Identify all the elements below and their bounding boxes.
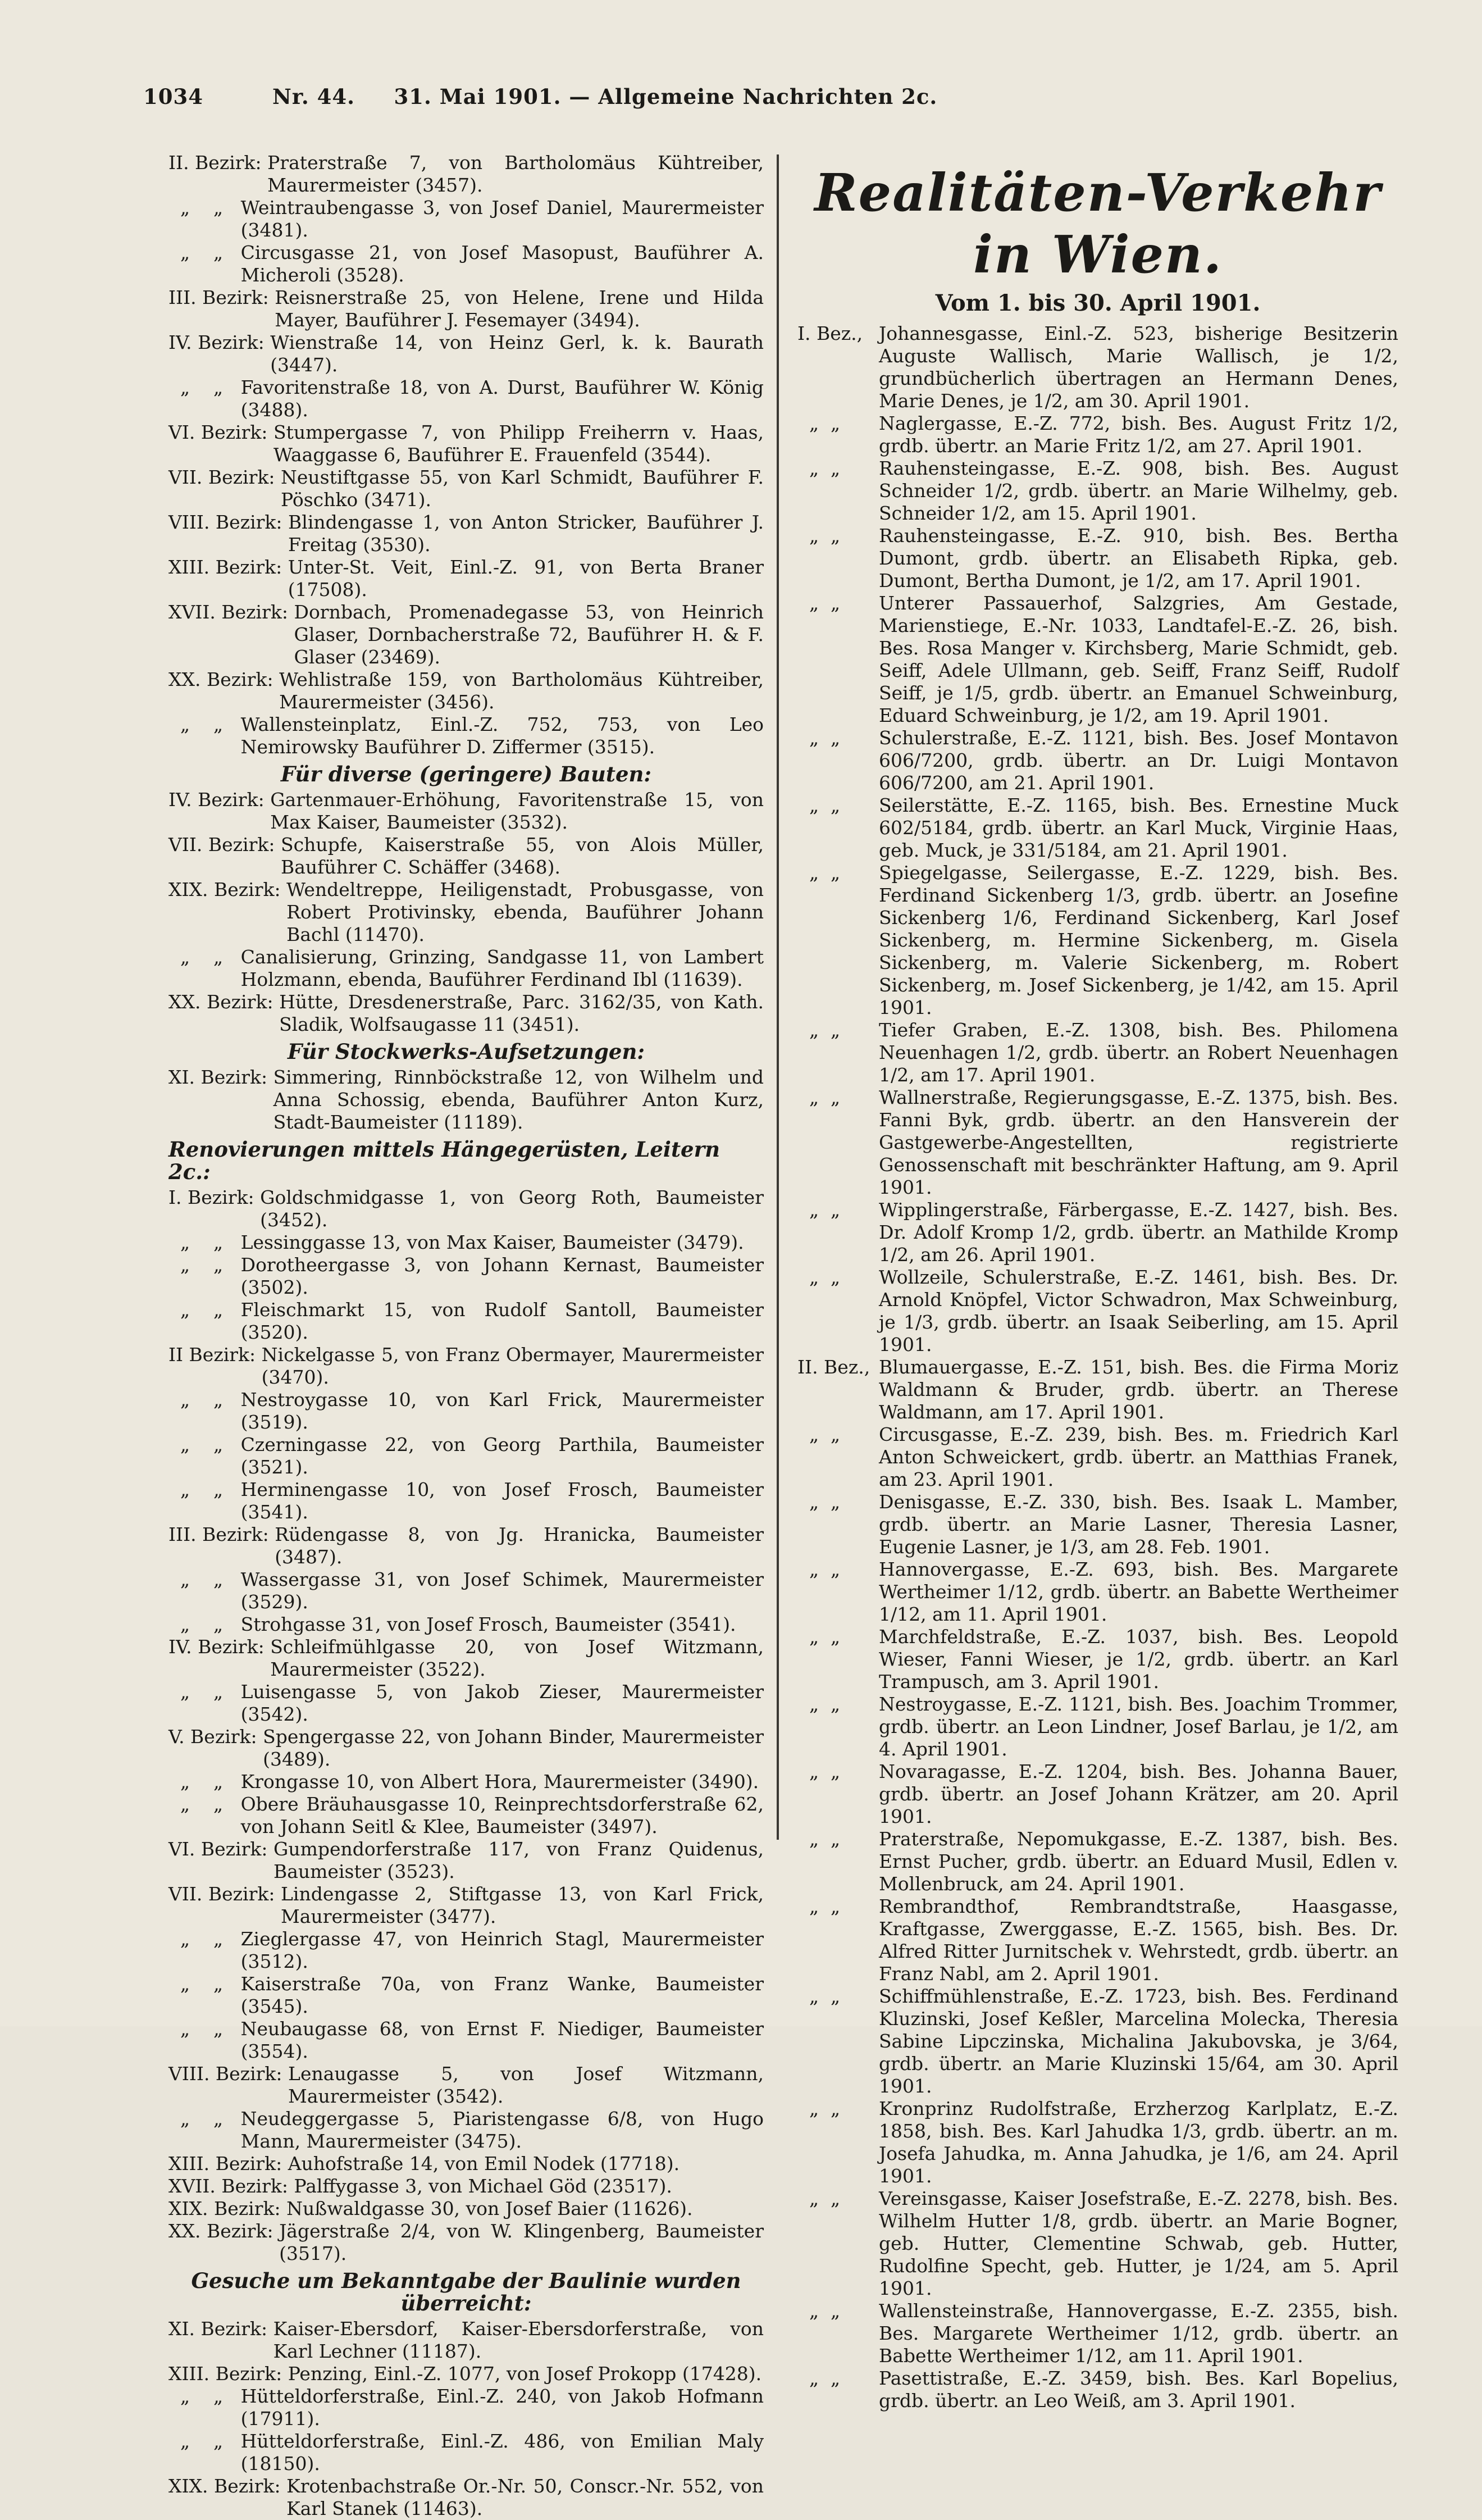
list-item [168, 1299, 764, 1344]
header-issue-line [272, 84, 1392, 109]
entry-text: Strohgasse 31, von Josef Frosch, Baumeister (3541). [240, 1613, 736, 1635]
list-item [797, 322, 1398, 412]
list-item [168, 1186, 764, 1231]
district-label: „ „ [168, 1299, 241, 1321]
list-item [797, 1423, 1398, 1491]
list-item [797, 1019, 1398, 1086]
section-heading-stockwerk: Für Stockwerks-Aufsetzungen: [287, 1039, 645, 1064]
entry-text: Kronprinz Rudolfstraße, Erzherzog Karlplatz, E.-Z. 1858, bish. Bes. Karl Jahudka 1/3, grdb. übertr. an m. Josefa Jahudka, m. Anna Jahudka, je 1/6, am 24. April 1901. [879, 2098, 1398, 2187]
list-item [168, 1883, 764, 1928]
entry-text: Nußwaldgasse 30, von Josef Baier (11626). [286, 2198, 693, 2219]
district-label: II Bezirk: [168, 1344, 262, 1366]
district-label: „ „ [168, 1568, 241, 1590]
district-label: XX. Bezirk: [168, 2220, 280, 2242]
entry-text: Lessinggasse 13, von Max Kaiser, Baumeister (3479). [240, 1231, 744, 1253]
list-item [168, 668, 764, 713]
list-item [797, 2300, 1398, 2367]
entry-text: Johannesgasse, Einl.-Z. 523, bisherige Besitzerin Auguste Wallisch, Marie Wallisch, je 1/2, grundbücherlich übertragen an Hermann Denes, Marie Denes, je 1/2, am 30. April 1901. [879, 322, 1398, 412]
district-label: „ „ [797, 592, 852, 614]
entry-text: Penzing, Einl.-Z. 1077, von Josef Prokopp (17428). [288, 2363, 762, 2385]
list-item [168, 789, 764, 834]
district-label: „ „ [168, 242, 241, 263]
entry-text: Blumauergasse, E.-Z. 151, bish. Bes. die Firma Moriz Waldmann & Bruder, grdb. übertr. an Therese Waldmann, am 17. April 1901. [879, 1356, 1398, 1423]
list-item [168, 1066, 764, 1134]
entry-text: Wendeltreppe, Heiligenstadt, Probusgasse, von Robert Protivinsky, ebenda, Bauführer Johann Bachl (11470). [286, 879, 764, 945]
district-label: IV. Bezirk: [168, 331, 271, 353]
district-label: „ „ [797, 525, 852, 547]
entry-text: Favoritenstraße 18, von A. Durst, Bauführer W. König (3488). [240, 376, 764, 421]
district-label: „ „ [168, 946, 241, 968]
list-item [168, 1434, 764, 1479]
entry-text: Unterer Passauerhof, Salzgries, Am Gestade, Marienstiege, E.-Nr. 1033, Landtafel-E.-Z. 26, bish. Bes. Rosa Manger v. Kirchsberg, Marie Schmidt, geb. Seiff, Adele Ullmann, geb. Seiff, Franz Seiff, Rudolf Seiff, je 1/5, grdb. übertr. an Emanuel Schweinburg, Eduard Schweinburg, je 1/2, am 19. April 1901. [879, 592, 1398, 726]
district-label: I. Bez., [797, 322, 869, 344]
entry-text: Praterstraße, Nepomukgasse, E.-Z. 1387, bish. Bes. Ernst Pucher, grdb. übertr. an Eduard Musil, Edlen v. Mollenbruck, am 24. April 1901. [879, 1828, 1398, 1895]
district-label: II. Bezirk: [168, 152, 268, 174]
renovations-list [168, 1186, 764, 2265]
district-label: „ „ [168, 1434, 241, 1455]
entry-text: Rüdengasse 8, von Jg. Hranicka, Baumeister (3487). [275, 1523, 764, 1568]
storey-additions-list [168, 1066, 764, 1134]
section-title-realitaeten: Realitäten-Verkehr in Wien. [814, 162, 1381, 285]
list-item [168, 2475, 764, 2520]
entry-text: Seilerstätte, E.-Z. 1165, bish. Bes. Ernestine Muck 602/5184, grdb. übertr. an Karl Muck, Virginie Haas, geb. Muck, je 331/5184, am 21. April 1901. [879, 794, 1398, 861]
entry-text: Nickelgasse 5, von Franz Obermayer, Maurermeister (3470). [261, 1344, 764, 1388]
district-label: „ „ [168, 713, 241, 735]
entry-text: Wollzeile, Schulerstraße, E.-Z. 1461, bish. Bes. Dr. Arnold Knöpfel, Victor Schwadron, Max Schweinburg, je 1/3, grdb. übertr. an Isaak Seiberling, am 15. April 1901. [879, 1266, 1398, 1355]
district-label: „ „ [797, 1626, 852, 1648]
list-item [797, 2187, 1398, 2300]
entry-text: Schulerstraße, E.-Z. 1121, bish. Bes. Josef Montavon 606/7200, grdb. übertr. an Dr. Luigi Montavon 606/7200, am 21. April 1901. [879, 727, 1398, 794]
entry-text: Pasettistraße, E.-Z. 3459, bish. Bes. Karl Bopelius, grdb. übertr. an Leo Weiß, am 3. April 1901. [879, 2367, 1398, 2412]
district-label: VII. Bezirk: [168, 834, 281, 856]
district-label: „ „ [797, 2367, 852, 2389]
entry-text: Weintraubengasse 3, von Josef Daniel, Maurermeister (3481). [240, 197, 764, 241]
district-label: XIX. Bezirk: [168, 2198, 287, 2219]
district-label: „ „ [168, 376, 241, 398]
district-label: VI. Bezirk: [168, 421, 273, 443]
district-label: III. Bezirk: [168, 286, 275, 308]
list-item [168, 1973, 764, 2018]
entry-text: Goldschmidgasse 1, von Georg Roth, Baumeister (3452). [260, 1186, 764, 1231]
list-item [168, 1928, 764, 1973]
district-label: VII. Bezirk: [168, 466, 281, 488]
entry-text: Nestroygasse 10, von Karl Frick, Maurermeister (3519). [240, 1389, 764, 1433]
district-label: „ „ [797, 794, 852, 816]
district-label: „ „ [797, 1985, 852, 2007]
entry-text: Jägerstraße 2/4, von W. Klingenberg, Baumeister (3517). [279, 2220, 764, 2264]
entry-text: Czerningasse 22, von Georg Parthila, Baumeister (3521). [240, 1434, 764, 1478]
entry-text: Dorotheergasse 3, von Johann Kernast, Baumeister (3502). [240, 1254, 764, 1298]
entry-text: Rauhensteingasse, E.-Z. 908, bish. Bes. August Schneider 1/2, grdb. übertr. an Marie Wilhelmy, geb. Schneider 1/2, am 15. April 1901. [879, 457, 1398, 524]
entry-text: Reisnerstraße 25, von Helene, Irene und Hilda Mayer, Bauführer J. Fesemayer (3494). [275, 286, 764, 331]
entry-text: Hütteldorferstraße, Einl.-Z. 240, von Jakob Hofmann (17911). [240, 2385, 764, 2430]
district-label: „ „ [797, 2187, 852, 2209]
entry-text: Kaiserstraße 70a, von Franz Wanke, Baumeister (3545). [240, 1973, 764, 2017]
entry-text: Zieglergasse 47, von Heinrich Stagl, Maurermeister (3512). [240, 1928, 764, 1972]
district-label: VI. Bezirk: [168, 1838, 273, 1860]
entry-text: Hütteldorferstraße, Einl.-Z. 486, von Emilian Maly (18150). [240, 2430, 764, 2474]
district-label: V. Bezirk: [168, 1726, 263, 1748]
district-label: „ „ [797, 1266, 852, 1288]
list-item [168, 601, 764, 668]
district-label: „ „ [797, 1828, 852, 1850]
list-item [168, 1636, 764, 1681]
entry-text: Hannovergasse, E.-Z. 693, bish. Bes. Margarete Wertheimer 1/12, grdb. übertr. an Babette Wertheimer 1/12, am 11. April 1901. [879, 1558, 1398, 1625]
district-label: „ „ [168, 2108, 241, 2130]
entry-text: Krotenbachstraße Or.-Nr. 50, Conscr.-Nr. 552, von Karl Stanek (11463). [286, 2475, 764, 2519]
entry-text: Schleifmühlgasse 20, von Josef Witzmann, Maurermeister (3522). [270, 1636, 764, 1680]
district-label: „ „ [797, 1895, 852, 1917]
entry-text: Hütte, Dresdenerstraße, Parc. 3162/35, von Kath. Sladik, Wolfsaugasse 11 (3451). [279, 991, 764, 1035]
entry-text: Neubaugasse 68, von Ernst F. Niediger, Baumeister (3554). [240, 2018, 764, 2062]
list-item [168, 152, 764, 197]
entry-text: Rembrandthof, Rembrandtstraße, Haasgasse, Kraftgasse, Zwerggasse, E.-Z. 1565, bish. Bes. Dr. Alfred Ritter Jurnitschek v. Wehrstedt, grdb. übertr. an Franz Nabl, am 2. April 1901. [879, 1895, 1398, 1985]
entry-text: Obere Bräuhausgasse 10, Reinprechtsdorferstraße 62, von Johann Seitl & Klee, Baumeister (3497). [240, 1793, 764, 1837]
header-date-title: 31. Mai 1901. — Allgemeine Nachrichten 2c. [394, 84, 938, 109]
district-label: „ „ [168, 1771, 241, 1793]
district-label: „ „ [797, 1199, 852, 1221]
list-item [797, 1895, 1398, 1985]
list-item [797, 794, 1398, 862]
list-item [168, 286, 764, 331]
list-item [168, 2175, 764, 2198]
list-item [797, 2098, 1398, 2187]
list-item [797, 1626, 1398, 1693]
district-label: „ „ [168, 1681, 241, 1703]
entry-text: Wehlistraße 159, von Bartholomäus Kühtreiber, Maurermeister (3456). [279, 668, 764, 713]
list-item [797, 727, 1398, 794]
entry-text: Auhofstraße 14, von Emil Nodek (17718). [288, 2153, 680, 2175]
list-item [168, 1523, 764, 1568]
district-label: XIII. Bezirk: [168, 556, 288, 578]
district-label: „ „ [797, 412, 852, 434]
page-number: 1034 [143, 84, 203, 109]
district-label: „ „ [168, 1613, 241, 1635]
list-item [168, 1793, 764, 1838]
list-item [168, 1389, 764, 1434]
list-item [797, 1356, 1398, 1423]
list-item [168, 879, 764, 946]
list-item [168, 2430, 764, 2475]
district-label: „ „ [797, 1693, 852, 1715]
list-item [168, 421, 764, 466]
district-label: XIII. Bezirk: [168, 2153, 288, 2175]
list-item [168, 2363, 764, 2385]
list-item [168, 991, 764, 1036]
page-header [143, 84, 1392, 109]
list-item [168, 556, 764, 601]
building-permits-list [168, 152, 764, 758]
district-label: „ „ [797, 2098, 852, 2119]
district-label: XI. Bezirk: [168, 1066, 273, 1088]
district-label: VII. Bezirk: [168, 1883, 281, 1905]
district-label: XIII. Bezirk: [168, 2363, 288, 2385]
entry-text: Schupfe, Kaiserstraße 55, von Alois Müller, Bauführer C. Schäffer (3468). [280, 834, 764, 878]
entry-text: Neudeggergasse 5, Piaristengasse 6/8, von Hugo Mann, Maurermeister (3475). [240, 2108, 764, 2152]
district-label: VIII. Bezirk: [168, 2063, 289, 2085]
entry-text: Fleischmarkt 15, von Rudolf Santoll, Baumeister (3520). [240, 1299, 764, 1343]
district-label: „ „ [168, 1389, 241, 1411]
district-label: „ „ [797, 457, 852, 479]
list-item [168, 2153, 764, 2175]
district-label: III. Bezirk: [168, 1523, 275, 1545]
right-column [797, 152, 1398, 2412]
building-line-requests-list [168, 2318, 764, 2520]
list-item [168, 2018, 764, 2063]
list-item [797, 862, 1398, 1019]
list-item [168, 331, 764, 376]
entry-text: Spengergasse 22, von Johann Binder, Maurermeister (3489). [263, 1726, 764, 1770]
district-label: „ „ [797, 1423, 852, 1445]
entry-text: Neustiftgasse 55, von Karl Schmidt, Bauführer F. Pöschko (3471). [280, 466, 764, 511]
list-item [168, 946, 764, 991]
entry-text: Blindengasse 1, von Anton Stricker, Bauführer J. Freitag (3530). [288, 511, 764, 556]
issue-number: Nr. 44. [272, 84, 355, 109]
left-column [168, 152, 764, 2520]
entry-text: Schiffmühlenstraße, E.-Z. 1723, bish. Bes. Ferdinand Kluzinski, Josef Keßler, Marcelina Molecka, Theresia Sabine Lipczinska, Michalina Jakubovska, je 3/64, grdb. übertr. an Marie Kluzinski 15/64, am 30. April 1901. [879, 1985, 1398, 2097]
list-item [797, 457, 1398, 525]
district-label: „ „ [797, 1491, 852, 1513]
entry-text: Novaragasse, E.-Z. 1204, bish. Bes. Johanna Bauer, grdb. übertr. an Josef Johann Krätzer, am 20. April 1901. [879, 1761, 1398, 1827]
entry-text: Stumpergasse 7, von Philipp Freiherrn v. Haas, Waaggasse 6, Bauführer E. Frauenfeld (3544). [273, 421, 764, 466]
list-item [168, 242, 764, 286]
list-item [168, 466, 764, 511]
district-label: XX. Bezirk: [168, 991, 280, 1013]
diverse-buildings-list [168, 789, 764, 1036]
list-item [797, 2367, 1398, 2412]
district-label: „ „ [168, 1254, 241, 1276]
entry-text: Nestroygasse, E.-Z. 1121, bish. Bes. Joachim Trommer, grdb. übertr. an Leon Lindner, Josef Barlau, je 1/2, am 4. April 1901. [879, 1693, 1398, 1760]
list-item [168, 1613, 764, 1636]
list-item [797, 1828, 1398, 1895]
list-item [797, 592, 1398, 727]
district-label: „ „ [168, 1479, 241, 1500]
list-item [797, 1558, 1398, 1626]
entry-text: Praterstraße 7, von Bartholomäus Kühtreiber, Maurermeister (3457). [267, 152, 764, 196]
entry-text: Wallensteinstraße, Hannovergasse, E.-Z. 2355, bish. Bes. Margarete Wertheimer 1/12, grdb. übertr. an Babette Wertheimer 1/12, am 11. April 1901. [879, 2300, 1398, 2367]
district-label: XVII. Bezirk: [168, 2175, 294, 2197]
entry-text: Wienstraße 14, von Heinz Gerl, k. k. Baurath (3447). [270, 331, 764, 376]
column-divider [777, 154, 779, 1840]
section-heading-diverse: Für diverse (geringere) Bauten: [280, 762, 652, 786]
list-item [168, 1344, 764, 1389]
entry-text: Luisengasse 5, von Jakob Zieser, Maurermeister (3542). [240, 1681, 764, 1725]
list-item [797, 1985, 1398, 2098]
list-item [168, 1726, 764, 1771]
list-item [168, 1231, 764, 1254]
entry-text: Unter-St. Veit, Einl.-Z. 91, von Berta Braner (17508). [288, 556, 764, 601]
list-item [168, 1771, 764, 1793]
entry-text: Circusgasse 21, von Josef Masopust, Bauführer A. Micheroli (3528). [240, 242, 764, 286]
district-label: II. Bez., [797, 1356, 876, 1378]
district-label: XIX. Bezirk: [168, 879, 287, 900]
district-label: „ „ [168, 2018, 241, 2040]
entry-text: Gumpendorferstraße 117, von Franz Quidenus, Baumeister (3523). [273, 1838, 764, 1882]
district-label: „ „ [797, 862, 852, 884]
list-item [168, 1681, 764, 1726]
entry-text: Palffygasse 3, von Michael Göd (23517). [294, 2175, 672, 2197]
list-item [168, 834, 764, 879]
district-label: „ „ [168, 197, 241, 219]
list-item [797, 412, 1398, 457]
list-item [797, 1266, 1398, 1356]
district-label: XX. Bezirk: [168, 668, 280, 690]
district-label: I. Bezirk: [168, 1186, 261, 1208]
entry-text: Herminengasse 10, von Josef Frosch, Baumeister (3541). [240, 1479, 764, 1523]
list-item [168, 2318, 764, 2363]
district-label: „ „ [797, 1086, 852, 1108]
list-item [168, 376, 764, 421]
district-label: „ „ [168, 2430, 241, 2452]
entry-text: Simmering, Rinnböckstraße 12, von Wilhelm und Anna Schossig, ebenda, Bauführer Anton Kurz, Stadt-Baumeister (11189). [273, 1066, 764, 1133]
entry-text: Marchfeldstraße, E.-Z. 1037, bish. Bes. Leopold Wieser, Fanni Wieser, je 1/2, grdb. übertr. an Karl Trampusch, am 3. April 1901. [879, 1626, 1398, 1693]
entry-text: Kaiser-Ebersdorf, Kaiser-Ebersdorferstraße, von Karl Lechner (11187). [273, 2318, 764, 2362]
list-item [797, 1761, 1398, 1828]
district-label: IV. Bezirk: [168, 789, 271, 811]
list-item [168, 1479, 764, 1523]
list-item [168, 1568, 764, 1613]
district-label: „ „ [797, 1558, 852, 1580]
entry-text: Denisgasse, E.-Z. 330, bish. Bes. Isaak L. Mamber, grdb. übertr. an Marie Lasner, Theresia Lasner, Eugenie Lasner, je 1/3, am 28. Feb. 1901. [879, 1491, 1398, 1558]
list-item [797, 1199, 1398, 1266]
list-item [168, 713, 764, 758]
district-label: „ „ [797, 2300, 852, 2322]
district-label: VIII. Bezirk: [168, 511, 289, 533]
entry-text: Lenaugasse 5, von Josef Witzmann, Maurermeister (3542). [288, 2063, 764, 2107]
district-label: IV. Bezirk: [168, 1636, 271, 1658]
district-label: „ „ [168, 2385, 241, 2407]
list-item [168, 1838, 764, 1883]
list-item [797, 1491, 1398, 1558]
district-label: „ „ [797, 1761, 852, 1782]
section-heading-renovierungen: Renovierungen mittels Hängegerüsten, Leitern 2c.: [168, 1137, 720, 1184]
real-estate-transfers-list [797, 322, 1398, 2412]
list-item [797, 525, 1398, 592]
list-item [168, 2385, 764, 2430]
list-item [168, 197, 764, 242]
district-label: „ „ [168, 1928, 241, 1950]
entry-text: Rauhensteingasse, E.-Z. 910, bish. Bes. Bertha Dumont, grdb. übertr. an Elisabeth Ripka, geb. Dumont, Bertha Dumont, je 1/2, am 17. April 1901. [879, 525, 1398, 592]
entry-text: Canalisierung, Grinzing, Sandgasse 11, von Lambert Holzmann, ebenda, Bauführer Ferdinand Ibl (11639). [240, 946, 764, 990]
list-item [168, 2108, 764, 2153]
entry-text: Circusgasse, E.-Z. 239, bish. Bes. m. Friedrich Karl Anton Schweickert, grdb. übertr. an Matthias Franek, am 23. April 1901. [879, 1423, 1398, 1490]
district-label: „ „ [168, 1793, 241, 1815]
district-label: „ „ [168, 1973, 241, 1995]
district-label: XI. Bezirk: [168, 2318, 273, 2340]
entry-text: Spiegelgasse, Seilergasse, E.-Z. 1229, bish. Bes. Ferdinand Sickenberg 1/3, grdb. übertr. an Josefine Sickenberg 1/6, Ferdinand Sickenberg, Karl Josef Sickenberg, m. Hermine Sickenberg, m. Gisela Sickenberg, m. Valerie Sickenberg, m. Robert Sickenberg, m. Josef Sickenberg, je 1/42, am 15. April 1901. [879, 862, 1398, 1018]
district-label: XVII. Bezirk: [168, 601, 294, 623]
entry-text: Dornbach, Promenadegasse 53, von Heinrich Glaser, Dornbacherstraße 72, Bauführer H. & F. Glaser (23469). [294, 601, 764, 668]
district-label: „ „ [797, 1019, 852, 1041]
entry-text: Wallnerstraße, Regierungsgasse, E.-Z. 1375, bish. Bes. Fanni Byk, grdb. übertr. an den Hansverein der Gastgewerbe-Angestellten, registrierte Genossenschaft mit beschränkter Haftung, am 9. April 1901. [879, 1086, 1398, 1198]
entry-text: Lindengasse 2, Stiftgasse 13, von Karl Frick, Maurermeister (3477). [280, 1883, 764, 1927]
list-item [797, 1086, 1398, 1199]
entry-text: Gartenmauer-Erhöhung, Favoritenstraße 15, von Max Kaiser, Baumeister (3532). [270, 789, 764, 833]
entry-text: Wipplingerstraße, Färbergasse, E.-Z. 1427, bish. Bes. Dr. Adolf Kromp 1/2, grdb. übertr. an Mathilde Kromp 1/2, am 26. April 1901. [879, 1199, 1398, 1266]
entry-text: Krongasse 10, von Albert Hora, Maurermeister (3490). [240, 1771, 759, 1793]
district-label: XIX. Bezirk: [168, 2475, 287, 2497]
list-item [168, 1254, 764, 1299]
district-label: „ „ [797, 727, 852, 749]
section-subtitle-period: Vom 1. bis 30. April 1901. [935, 290, 1261, 316]
entry-text: Naglergasse, E.-Z. 772, bish. Bes. August Fritz 1/2, grdb. übertr. an Marie Fritz 1/2, am 27. April 1901. [879, 412, 1398, 457]
list-item [797, 1693, 1398, 1761]
list-item [168, 2220, 764, 2265]
entry-text: Wassergasse 31, von Josef Schimek, Maurermeister (3529). [240, 1568, 764, 1613]
list-item [168, 2063, 764, 2108]
entry-text: Vereinsgasse, Kaiser Josefstraße, E.-Z. 2278, bish. Bes. Wilhelm Hutter 1/8, grdb. übertr. an Marie Bogner, geb. Hutter, Clementine Schwab, geb. Hutter, Rudolfine Specht, geb. Hutter, je 1/24, am 5. April 1901. [879, 2187, 1398, 2299]
list-item [168, 2198, 764, 2220]
section-heading-baulinie: Gesuche um Bekanntgabe der Baulinie wurden überreicht: [191, 2268, 741, 2316]
entry-text: Tiefer Graben, E.-Z. 1308, bish. Bes. Philomena Neuenhagen 1/2, grdb. übertr. an Robert Neuenhagen 1/2, am 17. April 1901. [879, 1019, 1398, 1086]
list-item [168, 511, 764, 556]
entry-text: Wallensteinplatz, Einl.-Z. 752, 753, von Leo Nemirowsky Bauführer D. Ziffermer (3515). [240, 713, 764, 758]
district-label: „ „ [168, 1231, 241, 1253]
